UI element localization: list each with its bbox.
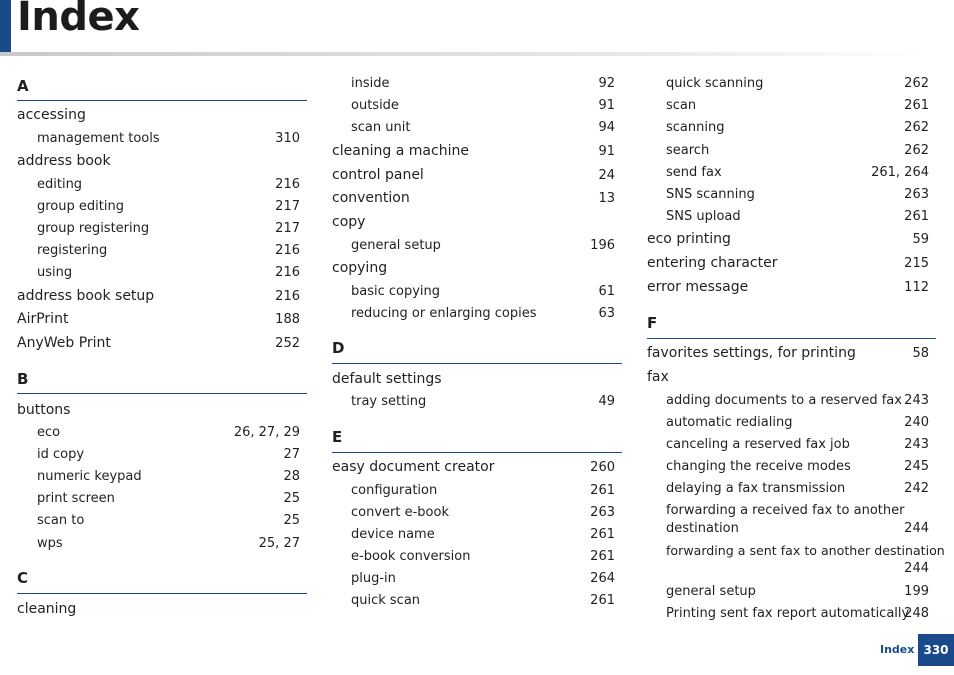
page-ref[interactable]: 262 [904,120,929,135]
page-ref[interactable]: 243 [904,437,929,452]
index-entry[interactable]: buttons [17,402,71,418]
index-subentry[interactable]: changing the receive modes [666,459,851,474]
page-ref[interactable]: 25 [283,491,300,506]
index-subentry[interactable]: eco [37,425,61,440]
letter-heading-b: B [17,370,29,388]
page-ref[interactable]: 27 [283,447,300,462]
page-number-badge: 330 [918,634,954,666]
page-ref[interactable]: 63 [598,306,615,321]
footer-section-label: Index [880,643,915,656]
page-ref[interactable]: 261 [904,98,929,113]
page-ref[interactable]: 264 [590,571,615,586]
page-ref[interactable]: 215 [904,256,929,271]
title-divider [0,52,930,56]
index-entry[interactable]: address book setup [17,288,155,304]
index-subentry[interactable]: general setup [351,238,441,253]
index-subentry[interactable]: canceling a reserved fax job [666,437,850,452]
index-entry[interactable]: eco printing [647,231,731,247]
page-ref[interactable]: 216 [275,289,300,304]
page-ref[interactable]: 59 [912,232,929,247]
index-entry[interactable]: convention [332,190,410,206]
index-subentry[interactable]: numeric keypad [37,469,142,484]
page-ref[interactable]: 245 [904,459,929,474]
index-subentry[interactable]: configuration [351,483,438,498]
page-ref[interactable]: 262 [904,143,929,158]
index-entry[interactable]: address book [17,153,111,169]
page-ref[interactable]: 242 [904,481,929,496]
index-subentry[interactable]: general setup [666,584,756,599]
page-ref[interactable]: 261 [590,483,615,498]
page-ref[interactable]: 188 [275,312,300,327]
index-subentry[interactable]: scan to [37,513,85,528]
page-ref[interactable]: 244 [904,561,929,576]
index-entry[interactable]: control panel [332,167,424,183]
index-subentry[interactable]: scan unit [351,120,411,135]
letter-divider [332,452,622,453]
index-subentry[interactable]: scan [666,98,697,113]
letter-divider [332,363,622,364]
page-ref[interactable]: 263 [590,505,615,520]
index-subentry[interactable]: tray setting [351,394,427,409]
letter-divider [17,100,307,101]
index-entry[interactable]: cleaning a machine [332,143,469,159]
letter-divider [647,338,936,339]
page-ref[interactable]: 261 [590,549,615,564]
index-subentry[interactable]: editing [37,177,83,192]
page-ref[interactable]: 261 [590,593,615,608]
page-ref[interactable]: 92 [598,76,615,91]
page-ref[interactable]: 91 [598,144,615,159]
index-entry[interactable]: error message [647,279,749,295]
index-subentry[interactable]: reducing or enlarging copies [351,306,537,321]
page-ref[interactable]: 91 [598,98,615,113]
index-entry[interactable]: cleaning [17,601,77,617]
page-ref[interactable]: 244 [904,521,929,536]
index-entry[interactable]: copying [332,260,388,276]
index-subentry[interactable]: wps [37,536,63,551]
index-subentry[interactable]: Printing sent fax report automatically [666,606,910,621]
index-subentry[interactable]: automatic redialing [666,415,793,430]
page-ref[interactable]: 216 [275,265,300,280]
letter-heading-d: D [332,339,345,357]
index-subentry[interactable]: management tools [37,131,160,146]
index-subentry[interactable]: SNS scanning [666,187,755,202]
page-title: Index [17,0,140,40]
letter-heading-c: C [17,569,29,587]
page-ref[interactable]: 49 [598,394,615,409]
index-subentry[interactable]: group editing [37,199,124,214]
page-ref[interactable]: 217 [275,221,300,236]
index-subentry[interactable]: inside [351,76,390,91]
header-accent-bar [0,0,11,52]
letter-heading-e: E [332,428,343,446]
index-subentry[interactable]: e-book conversion [351,549,471,564]
index-subentry[interactable]: search [666,143,710,158]
index-subentry[interactable]: registering [37,243,108,258]
index-entry[interactable]: AnyWeb Print [17,335,111,351]
index-subentry[interactable]: adding documents to a reserved fax [666,393,902,408]
page-ref[interactable]: 310 [275,131,300,146]
index-entry[interactable]: accessing [17,107,86,123]
page-ref[interactable]: 199 [904,584,929,599]
index-subentry[interactable]: id copy [37,447,85,462]
index-subentry[interactable]: scanning [666,120,725,135]
letter-heading-a: A [17,77,29,95]
page-ref[interactable]: 216 [275,177,300,192]
index-entry[interactable]: copy [332,214,366,230]
index-subentry[interactable]: forwarding a sent fax to another destination [666,543,945,558]
page-ref[interactable]: 261 [590,527,615,542]
page-ref[interactable]: 240 [904,415,929,430]
page-ref[interactable]: 252 [275,336,300,351]
index-subentry[interactable]: quick scanning [666,76,764,91]
page-ref[interactable]: 248 [904,606,929,621]
index-subentry[interactable]: basic copying [351,284,441,299]
index-subentry[interactable]: outside [351,98,399,113]
page-ref[interactable]: 25, 27 [258,536,300,551]
page-ref[interactable]: 261, 264 [871,165,929,180]
page-ref[interactable]: 217 [275,199,300,214]
page-ref[interactable]: 112 [904,280,929,295]
page-ref[interactable]: 28 [283,469,300,484]
index-entry[interactable]: fax [647,369,669,385]
index-subentry[interactable]: send fax [666,165,722,180]
letter-heading-f: F [647,314,658,332]
index-entry[interactable]: AirPrint [17,311,69,327]
page-ref[interactable]: 262 [904,76,929,91]
page-ref[interactable]: 25 [283,513,300,528]
index-subentry[interactable]: plug-in [351,571,396,586]
page-ref[interactable]: 261 [904,209,929,224]
page-ref[interactable]: 24 [598,168,615,183]
index-subentry[interactable]: convert e-book [351,505,449,520]
page-ref[interactable]: 13 [598,191,615,206]
index-subentry[interactable]: group registering [37,221,150,236]
index-subentry[interactable]: quick scan [351,593,421,608]
page-ref[interactable]: 61 [598,284,615,299]
page-ref[interactable]: 243 [904,393,929,408]
index-subentry[interactable]: using [37,265,73,280]
index-subentry[interactable]: print screen [37,491,115,506]
index-entry[interactable]: easy document creator [332,459,495,475]
page-ref[interactable]: 26, 27, 29 [233,425,300,440]
index-subentry[interactable]: device name [351,527,435,542]
index-subentry[interactable]: delaying a fax transmission [666,481,846,496]
letter-divider [17,393,307,394]
page-ref[interactable]: 216 [275,243,300,258]
index-subentry[interactable]: forwarding a received fax to another [666,503,905,518]
page-ref[interactable]: 94 [598,120,615,135]
index-entry[interactable]: favorites settings, for printing [647,345,856,361]
index-subentry-continued[interactable]: destination [666,521,739,536]
page-ref[interactable]: 260 [590,460,615,475]
page-ref[interactable]: 263 [904,187,929,202]
index-entry[interactable]: entering character [647,255,778,271]
index-entry[interactable]: default settings [332,371,442,387]
page-ref[interactable]: 196 [590,238,615,253]
index-subentry[interactable]: SNS upload [666,209,741,224]
page-ref[interactable]: 58 [912,346,929,361]
letter-divider [17,593,307,594]
